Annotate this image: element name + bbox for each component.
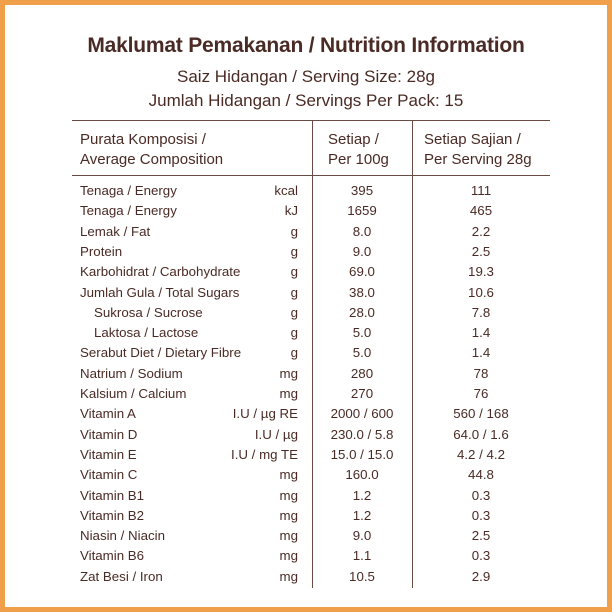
value-per-serving: 10.6 [468,284,494,300]
header-bottom-rule [72,175,550,176]
value-per-100g: 230.0 / 5.8 [330,426,394,442]
value-per-100g: 2000 / 600 [330,406,394,422]
value-per-100g: 1.1 [352,548,372,564]
nutrient-name: Tenaga / Energy [80,203,177,219]
nutrient-name: Serabut Diet / Dietary Fibre [80,345,242,361]
value-per-100g: 15.0 / 15.0 [330,446,394,462]
header-composition-line1: Purata Komposisi / [80,131,206,148]
nutrient-unit: g [290,304,298,320]
nutrient-name: Laktosa / Lactose [94,325,199,341]
nutrient-unit: g [290,284,298,300]
value-per-serving: 560 / 168 [453,406,509,422]
value-per-100g: 8.0 [352,223,372,239]
nutrient-name: Vitamin D [80,426,138,442]
table-row [0,465,612,485]
header-per100-line1: Setiap / [328,131,379,148]
value-per-serving: 19.3 [468,264,494,280]
nutrient-name: Natrium / Sodium [80,365,183,381]
nutrient-unit: mg [279,568,298,584]
nutrient-name: Kalsium / Calcium [80,386,187,401]
header-per-serving [424,130,532,170]
nutrient-name: Vitamin B1 [80,487,145,503]
value-per-serving: 465 [469,203,493,219]
value-per-100g: 160.0 [345,467,379,483]
table-row [0,364,612,384]
nutrient-unit: mg [279,365,298,381]
table-row [0,526,612,546]
value-per-100g: 1.2 [352,487,372,503]
nutrient-unit: g [290,243,298,259]
table-row [0,486,612,506]
serving-size: Saiz Hidangan / Serving Size: 28g [177,67,435,86]
nutrient-name: Vitamin B2 [80,507,145,523]
table-row [0,262,612,282]
value-per-serving: 0.3 [471,487,491,503]
nutrient-unit: mg [279,528,298,544]
value-per-serving: 44.8 [468,467,494,483]
table-top-rule [72,120,550,121]
nutrient-unit: g [290,223,298,239]
table-row [0,323,612,343]
nutrient-name: Vitamin A [80,406,136,422]
table-row [0,546,612,566]
value-per-serving: 2.2 [471,223,491,239]
table-row [0,303,612,323]
value-per-100g: 10.5 [349,568,375,584]
value-per-serving: 1.4 [471,345,491,361]
value-per-serving: 4.2 / 4.2 [456,446,506,462]
value-per-100g: 395 [350,183,374,198]
nutrient-name: Tenaga / Energy [80,183,177,198]
nutrient-unit: mg [279,386,298,401]
nutrient-unit: mg [279,507,298,523]
header-perserving-line2: Per Serving 28g [424,151,532,168]
header-per-100g [328,130,389,170]
value-per-100g: 69.0 [349,264,375,280]
nutrient-name: Protein [80,243,123,259]
table-row [0,425,612,445]
value-per-serving: 1.4 [471,325,491,341]
nutrient-unit: I.U / µg [254,426,298,442]
table-row [0,181,612,201]
nutrient-unit: mg [279,548,298,564]
table-row [0,384,612,404]
table-row [0,201,612,221]
nutrient-name: Sukrosa / Sucrose [94,304,203,320]
nutrient-unit: g [290,264,298,280]
table-row [0,343,612,363]
value-per-serving: 111 [470,183,492,198]
table-row [0,404,612,424]
nutrient-unit: mg [279,467,298,483]
nutrient-name: Vitamin C [80,467,138,483]
header-composition [80,130,223,170]
table-row [0,567,612,587]
header-perserving-line1: Setiap Sajian / [424,131,521,148]
servings-per-pack: Jumlah Hidangan / Servings Per Pack: 15 [148,91,464,110]
value-per-serving: 0.3 [471,548,491,564]
value-per-100g: 5.0 [352,345,372,361]
header-composition-line2: Average Composition [80,151,224,168]
value-per-100g: 1.2 [352,507,372,523]
value-per-serving: 2.5 [471,243,491,259]
value-per-100g: 270 [350,386,374,401]
table-row [0,242,612,262]
nutrient-unit: I.U / µg RE [232,406,298,422]
value-per-100g: 1659 [347,203,377,219]
nutrient-unit: g [290,325,298,341]
value-per-serving: 2.5 [471,528,491,544]
nutrient-name: Zat Besi / Iron [80,568,163,584]
value-per-100g: 9.0 [352,528,372,544]
nutrient-name: Vitamin E [80,446,137,462]
value-per-serving: 76 [473,386,489,401]
nutrient-unit: kcal [274,183,298,198]
table-row [0,222,612,242]
value-per-100g: 5.0 [352,325,372,341]
nutrient-name: Karbohidrat / Carbohydrate [80,264,241,280]
page-title: Maklumat Pemakanan / Nutrition Information [87,34,525,57]
value-per-serving: 7.8 [471,304,491,320]
nutrient-name: Jumlah Gula / Total Sugars [80,284,240,300]
value-per-100g: 280 [350,365,374,381]
value-per-serving: 2.9 [471,568,491,584]
table-row [0,445,612,465]
header-per100-line2: Per 100g [328,151,389,168]
nutrient-name: Lemak / Fat [80,223,151,239]
nutrient-name: Niasin / Niacin [80,528,165,544]
value-per-100g: 38.0 [349,284,375,300]
nutrient-name: Vitamin B6 [80,548,145,564]
nutrient-unit: kJ [284,203,298,219]
value-per-100g: 28.0 [349,304,375,320]
table-row [0,283,612,303]
value-per-serving: 0.3 [471,507,491,523]
nutrient-unit: mg [279,487,298,503]
value-per-100g: 9.0 [352,243,372,259]
nutrient-unit: I.U / mg TE [231,446,298,462]
value-per-serving: 78 [473,365,489,381]
value-per-serving: 64.0 / 1.6 [453,426,509,442]
nutrient-unit: g [290,345,298,361]
table-row [0,506,612,526]
